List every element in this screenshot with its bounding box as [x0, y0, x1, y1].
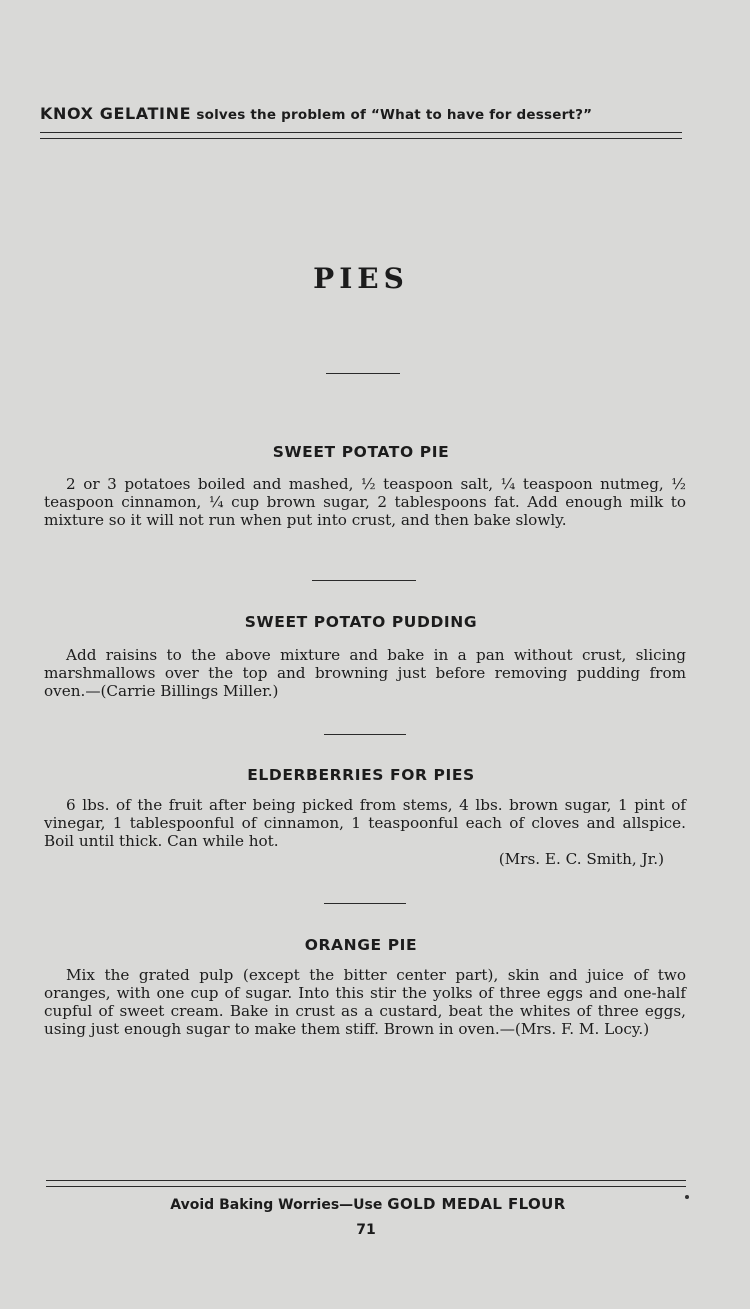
header-double-rule — [40, 132, 682, 139]
recipe-credit-elderberries: (Mrs. E. C. Smith, Jr.) — [498, 850, 664, 868]
ink-speck — [685, 1195, 689, 1199]
section-divider — [312, 580, 416, 581]
recipe-body-sweet-potato-pie: 2 or 3 potatoes boiled and mashed, ½ teaspoon salt, ¼ teaspoon nutmeg, ½ teaspoon cinnamon, ¼ cup brown sugar, 2 tablespoons fat. Add enough milk to mixture so it will not run when put into crust, and then bake slowly. — [44, 475, 686, 529]
footer-brand: GOLD MEDAL FLOUR — [387, 1195, 566, 1213]
header-brand: KNOX GELATINE — [40, 104, 192, 123]
footer-double-rule — [46, 1180, 686, 1187]
recipe-title-elderberries-for-pies: ELDERBERRIES FOR PIES — [247, 766, 475, 784]
page-title: PIES — [313, 262, 409, 295]
footer-prefix: Avoid Baking Worries—Use — [170, 1197, 383, 1213]
recipe-title-sweet-potato-pudding: SWEET POTATO PUDDING — [244, 613, 478, 631]
recipe-body-orange-pie: Mix the grated pulp (except the bitter center part), skin and juice of two oranges, with one cup of sugar. Into this stir the yolks of three eggs and one-half cupful of sweet cream. Bake in crust as a custard, beat the whites of three eggs, using just enough sugar to make them stiff. Brown in oven.—(Mrs. F. M. Locy.) — [44, 966, 686, 1038]
running-header — [40, 104, 690, 123]
recipe-body-elderberries-for-pies: 6 lbs. of the fruit after being picked from stems, 4 lbs. brown sugar, 1 pint of vinegar, 1 tablespoonful of cinnamon, 1 teaspoonful each of cloves and allspice. Boil until thick. Can while hot. — [44, 796, 686, 850]
recipe-title-sweet-potato-pie: SWEET POTATO PIE — [272, 443, 450, 461]
page-number: 71 — [356, 1222, 376, 1238]
recipe-title-orange-pie: ORANGE PIE — [304, 936, 418, 954]
footer-ad — [0, 1195, 736, 1213]
section-divider — [324, 903, 406, 904]
header-tagline: solves the problem of “What to have for dessert?” — [196, 107, 593, 123]
title-divider — [326, 373, 400, 374]
section-divider — [324, 734, 406, 735]
recipe-body-sweet-potato-pudding: Add raisins to the above mixture and bake in a pan without crust, slicing marshmallows over the top and browning just before removing pudding from oven.—(Carrie Billings Miller.) — [44, 646, 686, 700]
